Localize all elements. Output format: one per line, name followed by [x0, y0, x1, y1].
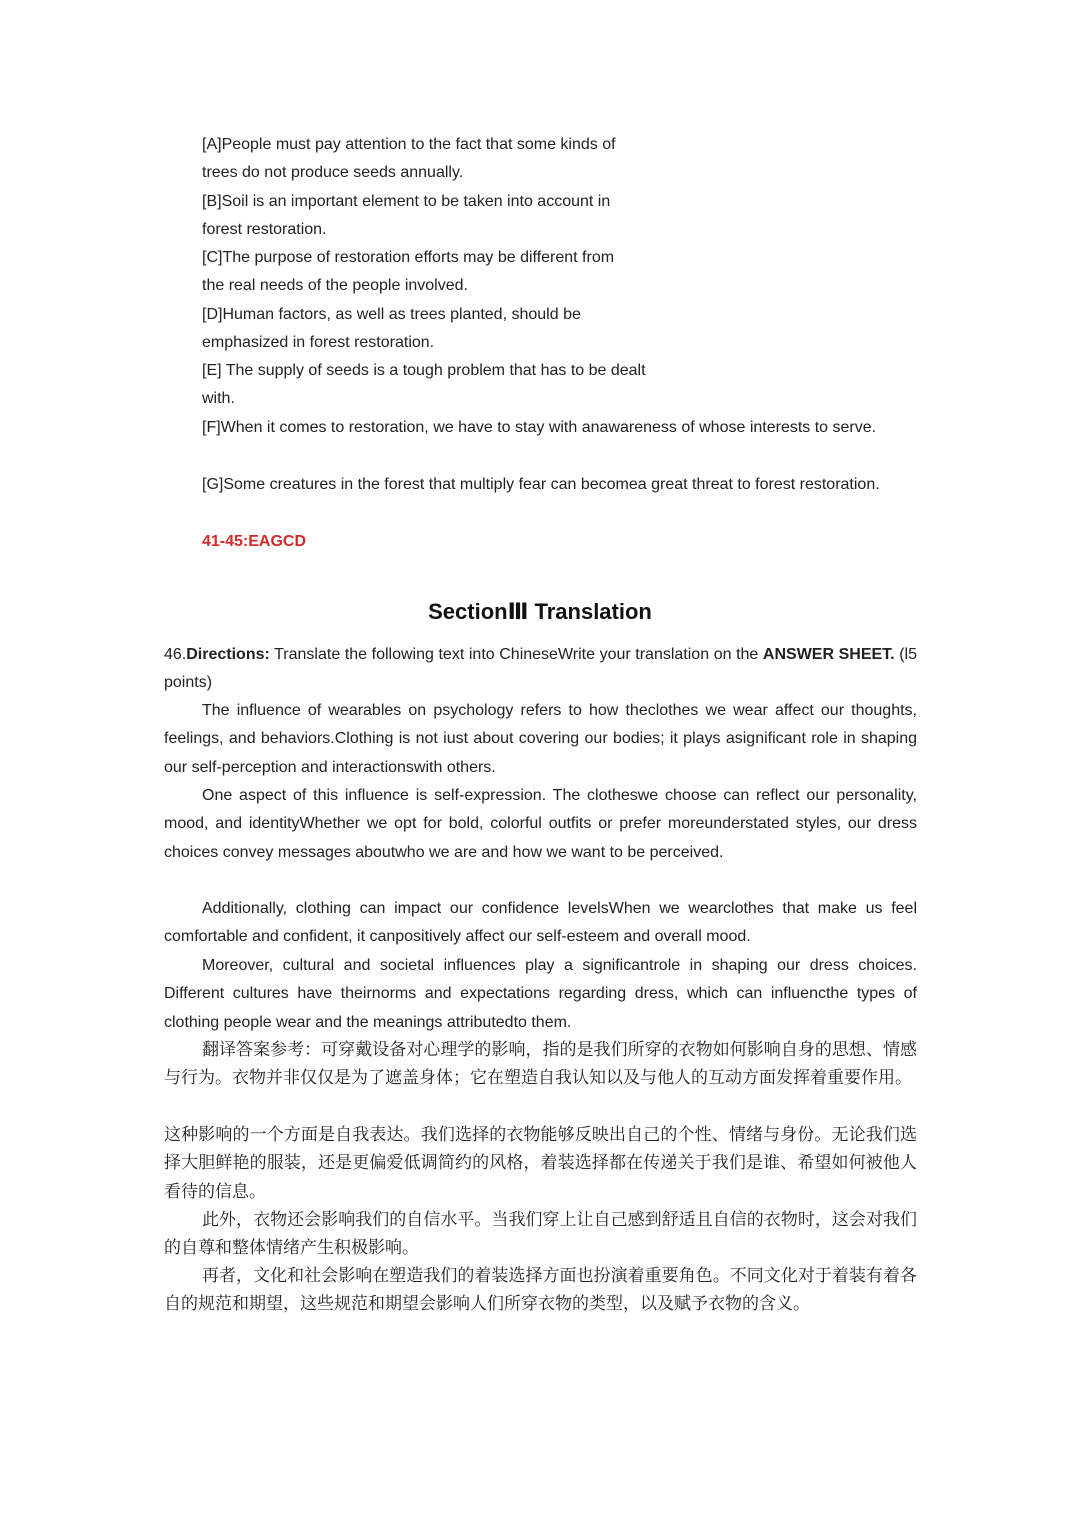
option-b	[202, 188, 702, 245]
option-c-line-1: [C]The purpose of restoration efforts may be different from	[202, 249, 615, 266]
option-e	[202, 357, 702, 414]
passage-paragraph-3: Additionally, clothing can impact our confidence levelsWhen we wearclothes that make us feel comfortable and confident, it canpositively affect our self-esteem and overall mood.	[164, 900, 917, 946]
option-d	[202, 301, 702, 358]
option-e-line-1: [E] The supply of seeds is a tough problem that has to be dealt	[202, 362, 646, 379]
translation-paragraph-3: 此外，衣物还会影响我们的自信水平。当我们穿上让自己感到舒适且自信的衣物时，这会对我们的自尊和整体情绪产生积极影响。	[164, 1210, 917, 1259]
section-title: SectionⅢ Translation	[428, 599, 652, 624]
translation-paragraph-2: 这种影响的一个方面是自我表达。我们选择的衣物能够反映出自己的个性、情绪与身份。无论我们选择大胆鲜艳的服装，还是更偏爱低调简约的风格，着装选择都在传递关于我们是谁、希望如何被他人看待的信息。	[164, 1125, 917, 1202]
option-b-line-2: forest restoration.	[202, 221, 327, 239]
directions-text: Translate the following text into ChineseWrite your translation on the	[269, 646, 763, 663]
passage-paragraph-1: The influence of wearables on psychology refers to how theclothes we wear affect our thoughts, feelings, and behaviors.Clothing is not iust about covering our bodies; it plays asignificant role in shaping our self-perception and interactionswith others.	[164, 702, 917, 776]
option-c-line-2: the real needs of the people involved.	[202, 277, 468, 295]
passage-paragraph-4: Moreover, cultural and societal influences play a significantrole in shaping our dress choices. Different cultures have theirnorms and expectations regarding dress, which can influencthe types of clothing people wear and the meanings attributedto them.	[164, 957, 917, 1031]
option-g: [G]Some creatures in the forest that multiply fear can becomea great threat to forest restoration.	[202, 476, 880, 493]
option-a-line-2: trees do not produce seeds annually.	[202, 164, 464, 182]
directions-label: Directions:	[186, 646, 270, 663]
option-d-line-1: [D]Human factors, as well as trees planted, should be	[202, 306, 581, 323]
option-e-line-2: with.	[202, 390, 235, 408]
directions-points: (l5 points)	[164, 646, 917, 692]
translation-paragraph-1: 翻译答案参考：可穿戴设备对心理学的影响，指的是我们所穿的衣物如何影响自身的思想、情感与行为。衣物并非仅仅是为了遮盖身体；它在塑造自我认知以及与他人的互动方面发挥着重要作用。	[164, 1040, 917, 1089]
option-d-line-2: emphasized in forest restoration.	[202, 334, 435, 352]
directions-number: 46.	[164, 646, 187, 663]
directions	[164, 641, 917, 698]
passage-paragraph-2: One aspect of this influence is self-expression. The clotheswe choose can reflect our personality, mood, and identityWhether we opt for bold, colorful outfits or prefer moreunderstated styles, our dress choices convey messages aboutwho we are and how we want to be perceived.	[164, 787, 917, 861]
option-b-line-1: [B]Soil is an important element to be taken into account in	[202, 193, 611, 210]
option-a-line-1: [A]People must pay attention to the fact that some kinds of	[202, 136, 616, 153]
option-f: [F]When it comes to restoration, we have to stay with anawareness of whose interests to serve.	[202, 419, 877, 436]
translation-paragraph-4: 再者，文化和社会影响在塑造我们的着装选择方面也扮演着重要角色。不同文化对于着装有着各自的规范和期望，这些规范和期望会影响人们所穿衣物的类型，以及赋予衣物的含义。	[164, 1266, 917, 1315]
option-c	[202, 244, 702, 301]
answer-sheet-label: ANSWER SHEET.	[762, 646, 895, 663]
answer-key: 41-45:EAGCD	[202, 533, 307, 550]
option-a	[202, 131, 702, 188]
